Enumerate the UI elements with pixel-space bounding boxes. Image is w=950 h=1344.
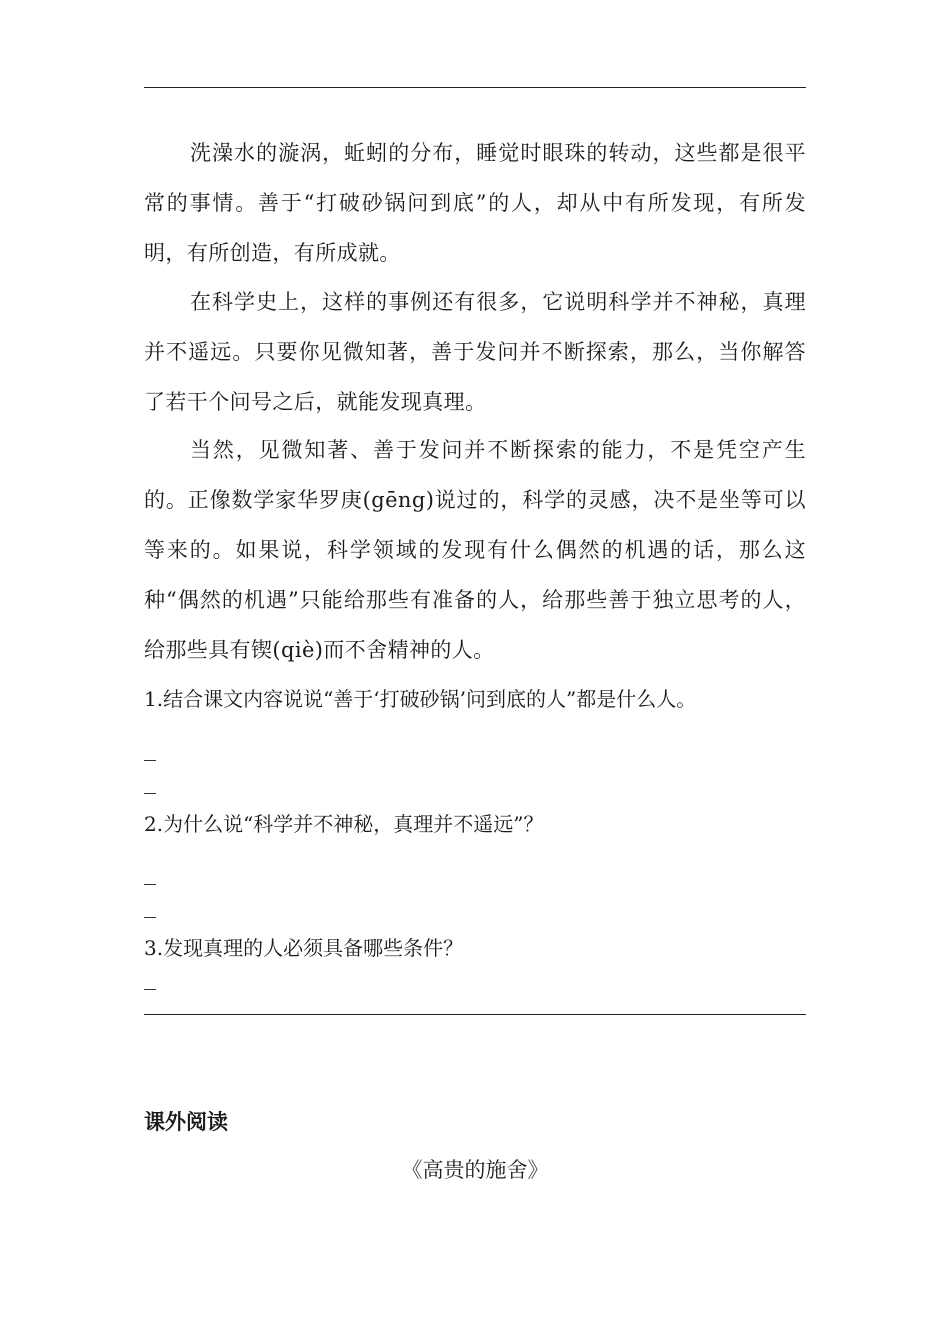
story-title: 《高贵的施舍》: [401, 1158, 549, 1182]
answer-blank-1b: [144, 793, 156, 794]
top-divider: [144, 87, 806, 88]
answer-blank-3a: [144, 989, 156, 990]
passage-paragraph-1: 洗澡水的漩涡，蚯蚓的分布，睡觉时眼珠的转动，这些都是很平常的事情。善于“打破砂锅问到底”的人，却从中有所发现，有所发明，有所创造，有所成就。: [144, 141, 806, 265]
extra-reading-heading: 课外阅读: [144, 1110, 228, 1134]
answer-blank-2b: [144, 917, 156, 918]
passage-paragraph-2: 在科学史上，这样的事例还有很多，它说明科学并不神秘，真理并不遥远。只要你见微知著，善于发问并不断探索，那么，当你解答了若干个问号之后，就能发现真理。: [144, 290, 806, 414]
question-2: 2.为什么说“科学并不神秘，真理并不遥远”？: [144, 812, 544, 836]
question-3: 3.发现真理的人必须具备哪些条件？: [144, 936, 464, 960]
passage-paragraph-3: 当然，见微知著、善于发问并不断探索的能力，不是凭空产生的。正像数学家华罗庚(gēng)说过的，科学的灵感，决不是坐等可以等来的。如果说，科学领域的发现有什么偶然的机遇的话，那么这种“偶然的机遇”只能给那些有准备的人，给那些善于独立思考的人，给那些具有锲(qiè)而不舍精神的人。: [144, 438, 806, 662]
answer-blank-2a: [144, 884, 156, 885]
bottom-divider: [144, 1014, 806, 1015]
answer-blank-1a: [144, 760, 156, 761]
question-1: 1.结合课文内容说说“善于‘打破砂锅’问到底的人”都是什么人。: [144, 687, 697, 711]
